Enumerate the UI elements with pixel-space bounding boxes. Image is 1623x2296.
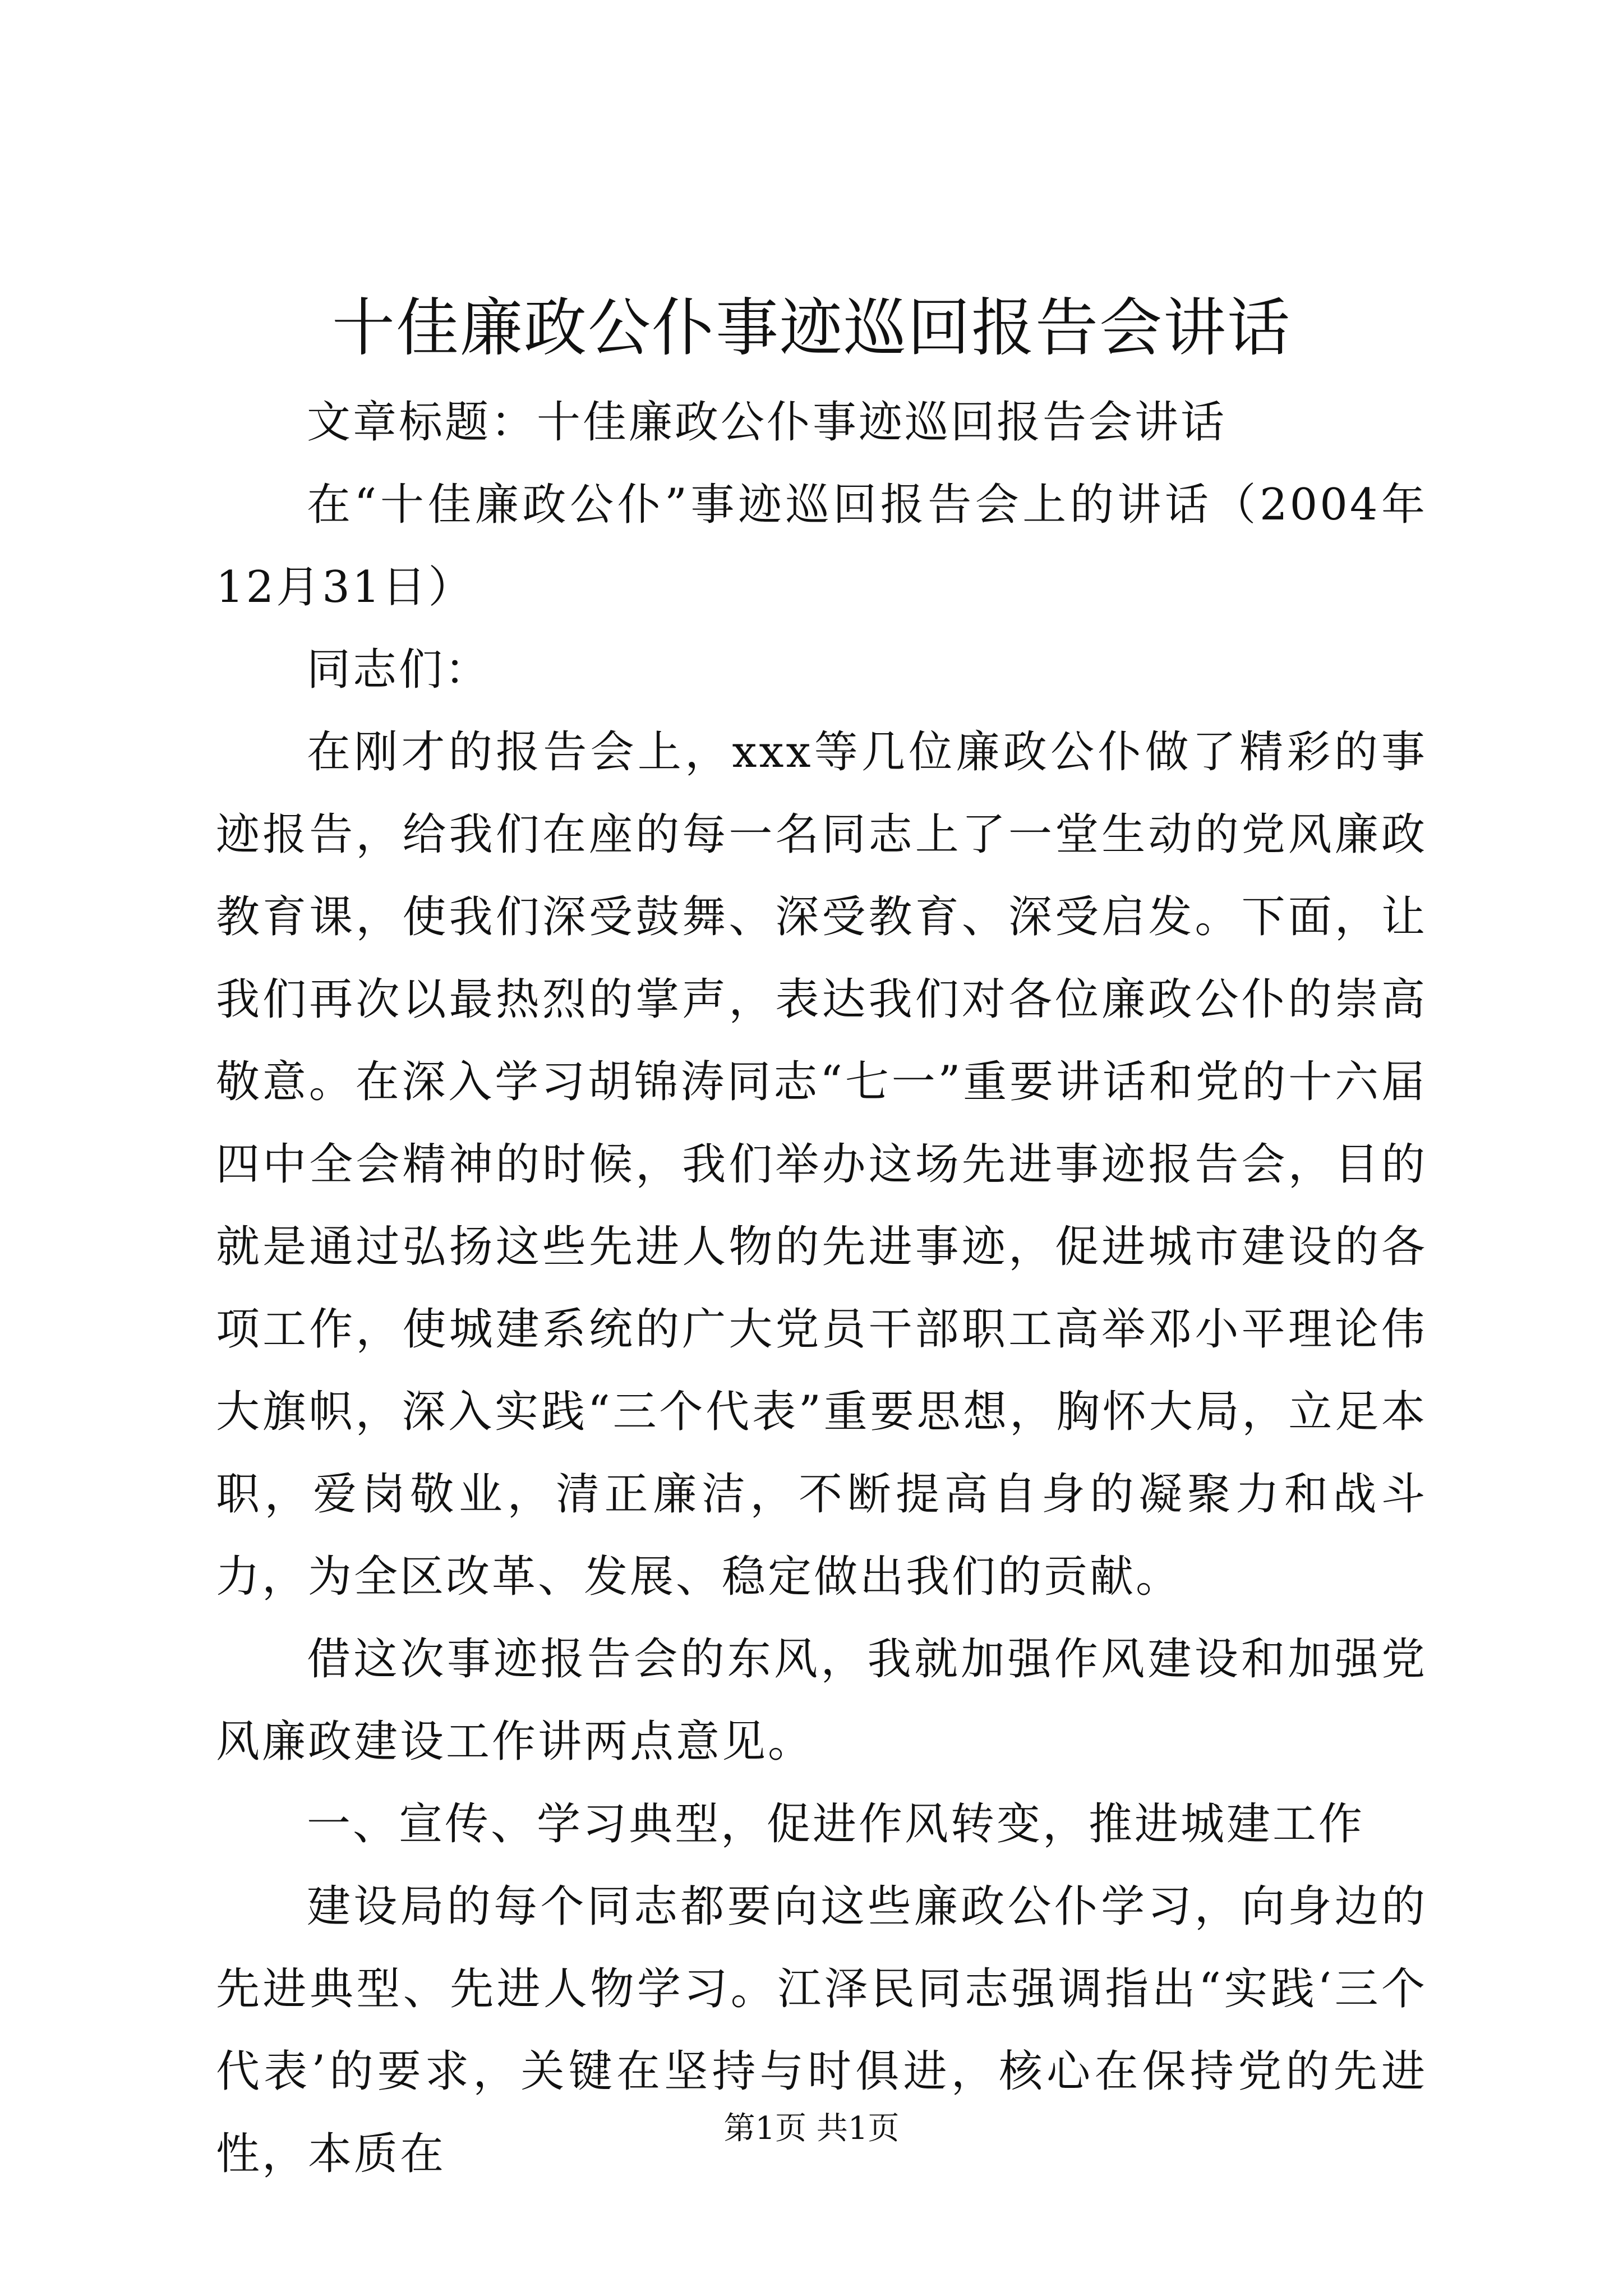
document-body xyxy=(216,381,1427,2196)
body-paragraph: 借这次事迹报告会的东风，我就加强作风建设和加强党风廉政建设工作讲两点意见。 xyxy=(216,1634,1427,1767)
speech-subtitle: 在“十佳廉政公仆”事迹巡回报告会上的讲话（2004年12月31日） xyxy=(216,480,1427,613)
salutation: 同志们： xyxy=(307,645,491,695)
body-paragraph: 建设局的每个同志都要向这些廉政公仆学习，向身边的先进典型、先进人物学习。江泽民同志强调指出“实践‘三个代表’的要求，关键在坚持与时俱进，核心在保持党的先进性，本质在 xyxy=(216,1881,1427,2179)
body-paragraph: 在刚才的报告会上，xxx等几位廉政公仆做了精彩的事迹报告，给我们在座的每一名同志上了一堂生动的党风廉政教育课，使我们深受鼓舞、深受教育、深受启发。下面，让我们再次以最热烈的掌声，表达我们对各位廉政公仆的崇高敬意。在深入学习胡锦涛同志“七一”重要讲话和党的十六届四中全会精神的时候，我们举办这场先进事迹报告会，目的就是通过弘扬这些先进人物的先进事迹，促进城市建设的各项工作，使城建系统的广大党员干部职工高举邓小平理论伟大旗帜，深入实践“三个代表”重要思想，胸怀大局，立足本职，爱岗敬业，清正廉洁，不断提高自身的凝聚力和战斗力，为全区改革、发展、稳定做出我们的贡献。 xyxy=(216,727,1427,1602)
article-title-line: 文章标题：十佳廉政公仆事迹巡回报告会讲话 xyxy=(307,397,1227,448)
section-heading: 一、宣传、学习典型，促进作风转变，推进城建工作 xyxy=(307,1799,1365,1849)
page-number-footer: 第1页 共1页 xyxy=(723,2110,900,2147)
document-title: 十佳廉政公仆事迹巡回报告会讲话 xyxy=(332,292,1291,365)
